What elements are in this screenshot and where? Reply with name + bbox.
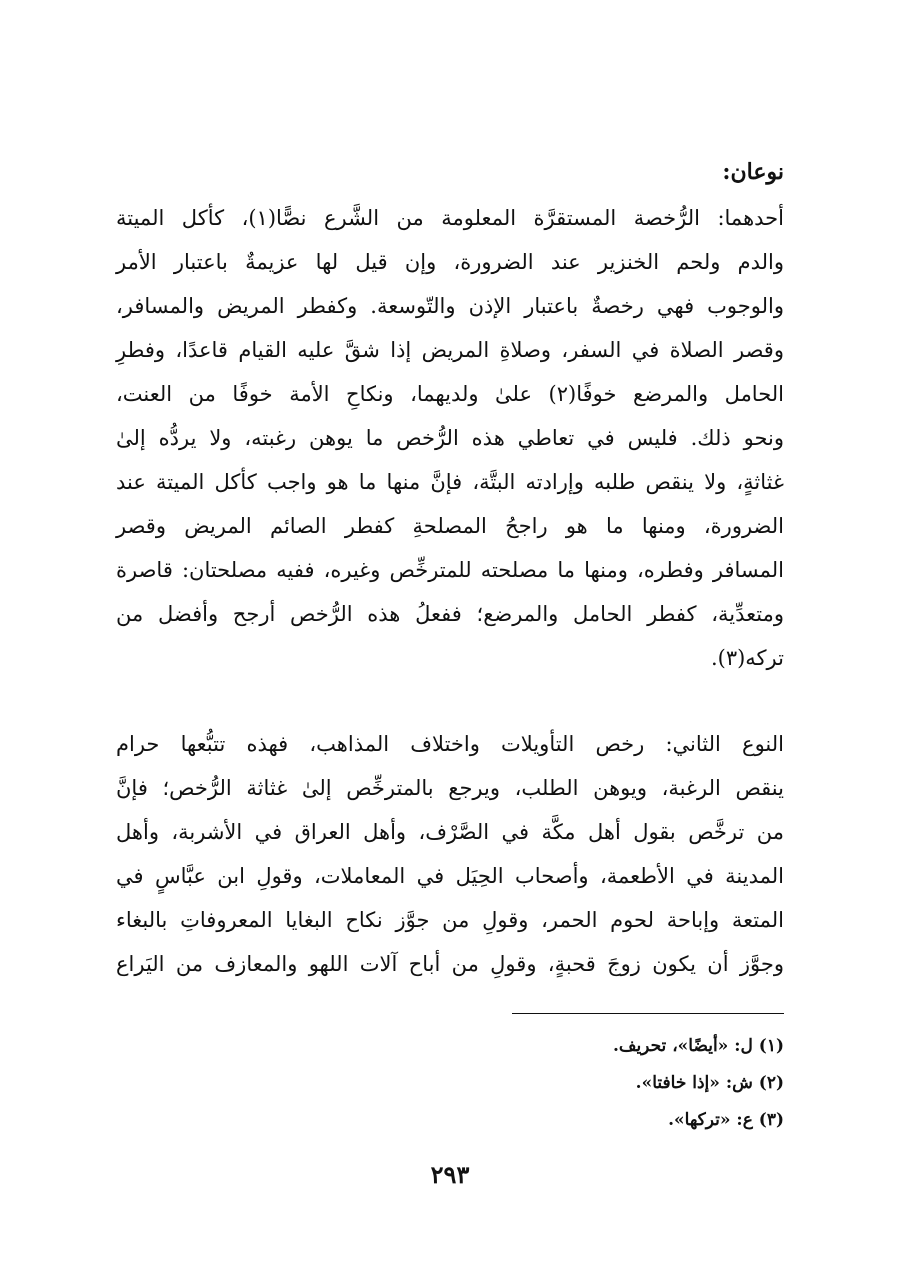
paragraph-1-line: المسافر وفطره، ومنها ما مصلحته للمترخِّص وغيره، ففيه مصلحتان: قاصرة — [116, 558, 784, 582]
paragraph-2-line: وجوَّز أن يكون زوجَ قحبةٍ، وقولِ من أباح آلات اللهو والمعازف من اليَراع — [116, 952, 784, 976]
footnote-divider — [512, 1013, 784, 1014]
paragraph-2-line: النوع الثاني: رخص التأويلات واختلاف المذاهب، فهذه تتبُّعها حرام — [116, 732, 784, 756]
paragraph-1-line: ومتعدِّية، كفطر الحامل والمرضع؛ ففعلُ هذه الرُّخص أرجح وأفضل من — [116, 602, 784, 626]
paragraph-1-line: ونحو ذلك. فليس في تعاطي هذه الرُّخص ما يوهن رغبته، ولا يردُّه إلىٰ — [116, 426, 784, 450]
paragraph-2-line: المدينة في الأطعمة، وأصحاب الحِيَل في المعاملات، وقولِ ابن عبَّاسٍ في — [116, 864, 784, 888]
footnote-3: (٣) ع: «تركها». — [668, 1110, 784, 1130]
paragraph-1-line: غثاثةٍ، ولا ينقص طلبه وإرادته البتَّة، فإنَّ منها ما هو واجب كأكل الميتة عند — [116, 470, 784, 494]
paragraph-2-line: ينقص الرغبة، ويوهن الطلب، ويرجع بالمترخِّص إلىٰ غثاثة الرُّخص؛ فإنَّ — [116, 776, 784, 800]
paragraph-1-line: تركه(٣). — [710, 646, 784, 670]
paragraph-2-line: المتعة وإباحة لحوم الحمر، وقولِ من جوَّز نكاح البغايا المعروفاتِ بالبغاء — [116, 908, 784, 932]
paragraph-1-line: وقصر الصلاة في السفر، وصلاةِ المريض إذا شقَّ عليه القيام قاعدًا، وفطرِ — [116, 338, 784, 362]
paragraph-2-line: من ترخَّص بقول أهل مكَّة في الصَّرْف، وأهل العراق في الأشربة، وأهل — [116, 820, 784, 844]
page-number: ٢٩٣ — [430, 1160, 470, 1189]
footnote-2: (٢) ش: «إذا خافتا». — [635, 1073, 784, 1093]
section-heading: نوعان: — [722, 159, 784, 185]
paragraph-1-line: والوجوب فهي رخصةٌ باعتبار الإذن والتّوسعة. وكفطر المريض والمسافر، — [116, 294, 784, 318]
footnote-1: (١) ل: «أيضًا»، تحريف. — [612, 1036, 784, 1056]
paragraph-1-line: الحامل والمرضع خوفًا(٢) علىٰ ولديهما، ونكاحِ الأمة خوفًا من العنت، — [116, 382, 784, 406]
paragraph-1-line: أحدهما: الرُّخصة المستقرَّة المعلومة من الشَّرع نصًّا(١)، كأكل الميتة — [116, 206, 784, 230]
paragraph-1-line: والدم ولحم الخنزير عند الضرورة، وإن قيل لها عزيمةٌ باعتبار الأمر — [116, 250, 784, 274]
paragraph-1-line: الضرورة، ومنها ما هو راجحُ المصلحةِ كفطر الصائم المريض وقصر — [116, 514, 784, 538]
